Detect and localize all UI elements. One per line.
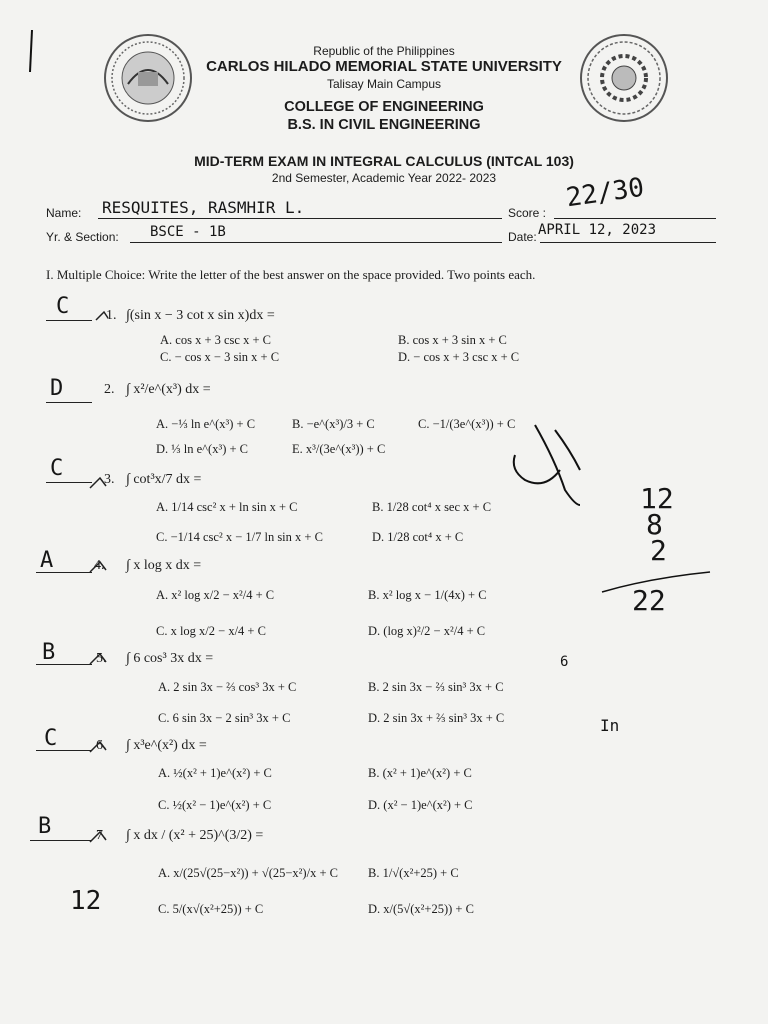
option-d: D. (x² − 1)e^(x²) + C [368,798,473,812]
margin-twelve: 12 [70,886,102,916]
option-d: D. ⅓ ln e^(x³) + C [156,442,248,456]
name-label: Name: [46,206,82,220]
option-b: B. cos x + 3 sin x + C [398,333,507,347]
score-label: Score : [508,206,547,220]
date-field[interactable]: APRIL 12, 2023 [538,222,657,238]
answer-3[interactable]: C [50,456,64,481]
option-d: D. (log x)²/2 − x²/4 + C [368,624,486,638]
program-name: B.S. IN CIVIL ENGINEERING [287,117,481,133]
question-number: 1. [106,308,117,323]
question-number: 3. [104,472,115,487]
tally-value: 12 [640,482,674,515]
option-b: B. 2 sin 3x − ⅔ sin³ 3x + C [368,680,504,694]
question-stem: ∫ x³e^(x²) dx = [126,738,207,753]
margin-six: 6 [560,654,569,670]
university-name: CARLOS HILADO MEMORIAL STATE UNIVERSITY [206,58,562,75]
option-a: A. x² log x/2 − x²/4 + C [156,588,275,602]
margin-in: In [600,716,620,735]
option-d: D. 2 sin 3x + ⅔ sin³ 3x + C [368,711,505,725]
question-stem: ∫ x²/e^(x³) dx = [126,382,211,397]
campus-name: Talisay Main Campus [326,77,442,91]
option-a: A. 1/14 csc² x + ln sin x + C [156,500,298,514]
answer-5[interactable]: B [42,640,56,665]
tally-value: 8 [646,508,663,541]
option-d: D. 1/28 cot⁴ x + C [372,530,464,544]
question-stem: ∫ x log x dx = [126,558,202,573]
option-a: A. −⅓ ln e^(x³) + C [156,417,256,431]
option-c: C. 5/(x√(x²+25)) + C [158,902,264,916]
option-d: D. x/(5√(x²+25)) + C [368,902,474,916]
tally-value: 2 [650,534,667,567]
section-label: Yr. & Section: [46,230,119,244]
answer-1[interactable]: C [56,294,70,319]
section-field[interactable]: BSCE - 1B [150,224,226,240]
option-e: E. x³/(3e^(x³)) + C [292,442,386,456]
name-field[interactable]: RESQUITES, RASMHIR L. [102,198,305,217]
question-number: 7. [96,828,107,843]
option-c: C. −1/14 csc² x − 1/7 ln sin x + C [156,530,323,544]
question-stem: ∫(sin x − 3 cot x sin x)dx = [126,308,275,323]
answer-2[interactable]: D [50,376,64,401]
option-a: A. x/(25√(25−x²)) + √(25−x²)/x + C [158,866,338,880]
question-number: 5. [96,651,107,666]
answer-7[interactable]: B [38,814,52,839]
option-c: C. 6 sin 3x − 2 sin³ 3x + C [158,711,291,725]
option-d: D. − cos x + 3 csc x + C [398,350,520,364]
answer-6[interactable]: C [44,726,58,751]
question-number: 4. [94,558,105,573]
answer-4[interactable]: A [40,548,54,573]
option-c: C. ½(x² − 1)e^(x²) + C [158,798,272,812]
option-c: C. − cos x − 3 sin x + C [160,350,280,364]
option-a: A. 2 sin 3x − ⅔ cos³ 3x + C [158,680,297,694]
option-c: C. x log x/2 − x/4 + C [156,624,266,638]
option-b: B. 1/28 cot⁴ x sec x + C [372,500,492,514]
score-field[interactable]: 22/30 [564,172,646,214]
college-name: COLLEGE OF ENGINEERING [284,99,484,115]
option-a: A. cos x + 3 csc x + C [160,333,271,347]
tally-note [640,482,674,567]
option-b: B. −e^(x³)/3 + C [292,417,375,431]
tally-total: 22 [632,584,666,617]
instructions: I. Multiple Choice: Write the letter of the best answer on the space provided. Two points each. [46,267,536,282]
question-number: 2. [104,382,115,397]
question-number: 6. [96,738,107,753]
question-stem: ∫ x dx / (x² + 25)^(3/2) = [126,828,264,843]
exam-title: MID-TERM EXAM IN INTEGRAL CALCULUS (INTCAL 103) [194,153,574,169]
question-stem: ∫ cot³x/7 dx = [126,472,202,487]
option-b: B. 1/√(x²+25) + C [368,866,459,880]
option-b: B. x² log x − 1/(4x) + C [368,588,487,602]
option-a: A. ½(x² + 1)e^(x²) + C [158,766,272,780]
question-stem: ∫ 6 cos³ 3x dx = [126,651,214,666]
date-label: Date: [508,230,537,244]
republic-line: Republic of the Philippines [313,44,455,58]
option-c: C. −1/(3e^(x³)) + C [418,417,516,431]
option-b: B. (x² + 1)e^(x²) + C [368,766,472,780]
semester-line: 2nd Semester, Academic Year 2022- 2023 [271,171,497,185]
